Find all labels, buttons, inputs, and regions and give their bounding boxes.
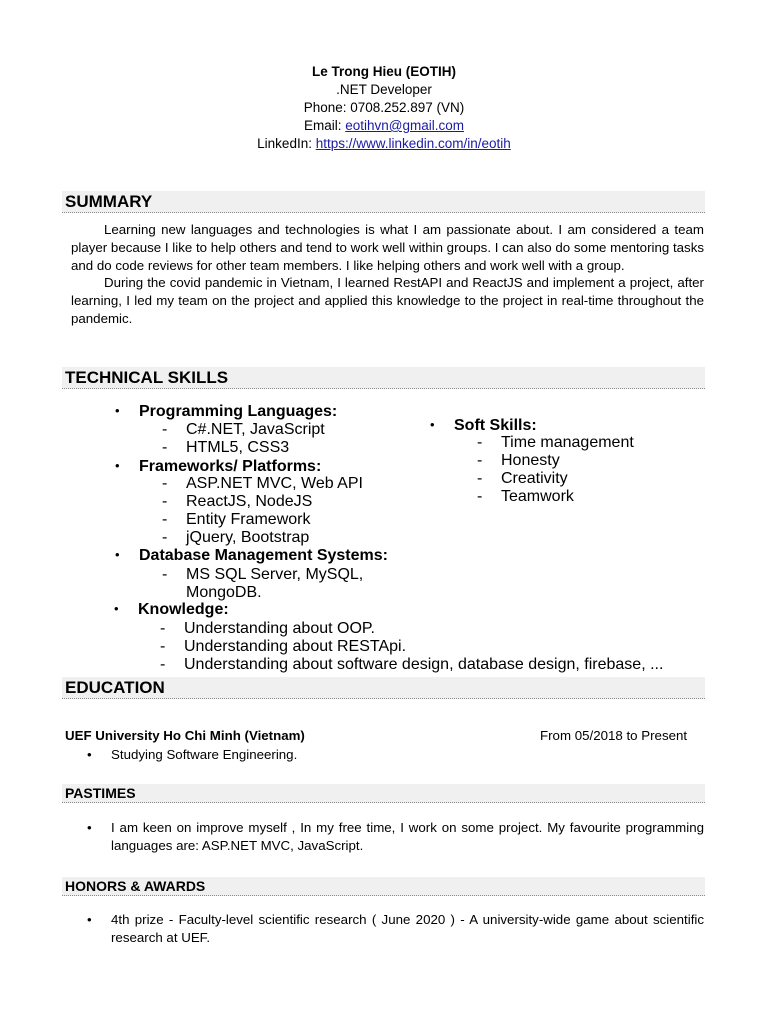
- skill-item: [162, 511, 311, 529]
- skill-item: [160, 656, 664, 674]
- education-school: UEF University Ho Chi Minh (Vietnam): [65, 728, 305, 743]
- skill-item-label: Time management: [501, 434, 634, 451]
- email-link[interactable]: eotihvn@gmail.com: [345, 118, 465, 133]
- dash-icon: -: [162, 566, 168, 583]
- skill-item-label: Understanding about OOP.: [184, 620, 375, 637]
- bullet-icon: •: [115, 403, 120, 418]
- skill-item: [162, 529, 310, 547]
- skill-group-label: Knowledge:: [138, 601, 229, 618]
- summary-paragraph-1: Learning new languages and technologies is what I am passionate about. I am considered a team player because I like to help others and tend to work well within groups. I can also do some mentoring tasks and do code reviews for other team members. I like helping others and work well with a group.: [71, 222, 704, 273]
- dash-icon: -: [160, 620, 166, 637]
- skill-item: [162, 475, 363, 493]
- skill-group-label: Programming Languages:: [139, 403, 338, 420]
- email-line: [0, 117, 768, 135]
- skill-item-label: Understanding about RESTApi.: [184, 638, 407, 655]
- skill-item-label: HTML5, CSS3: [186, 439, 290, 456]
- bullet-icon: •: [87, 747, 92, 762]
- dash-icon: -: [162, 439, 168, 456]
- skill-item-label: C#.NET, JavaScript: [186, 421, 325, 438]
- bullet-icon: •: [87, 820, 92, 835]
- skill-group-label: Soft Skills:: [454, 417, 537, 434]
- skill-item-label: Understanding about software design, database design, firebase, ...: [184, 656, 664, 673]
- education-detail: [87, 746, 704, 764]
- dash-icon: -: [477, 452, 483, 469]
- linkedin-line: [0, 135, 768, 153]
- honors-item: [87, 911, 704, 947]
- skill-group-soft: [430, 417, 537, 435]
- skill-item: [162, 493, 313, 511]
- skill-group-knowledge: [114, 601, 229, 619]
- skill-group-frameworks: [115, 458, 322, 476]
- linkedin-link[interactable]: https://www.linkedin.com/in/eotih: [315, 136, 511, 151]
- skill-item: [162, 421, 325, 439]
- email-label: Email:: [303, 118, 346, 133]
- dash-icon: -: [162, 511, 168, 528]
- skill-item: [477, 488, 574, 506]
- pastimes-item: [87, 819, 704, 855]
- summary-paragraph-2: During the covid pandemic in Vietnam, I learned RestAPI and ReactJS and implement a project, after learning, I led my team on the project and applied this knowledge to the project in real-time throughout the pandemic.: [71, 275, 704, 326]
- skill-item: [160, 638, 407, 656]
- skill-item: [477, 452, 560, 470]
- bullet-icon: •: [430, 417, 435, 432]
- summary-heading: SUMMARY: [62, 191, 705, 213]
- skill-item-label: MS SQL Server, MySQL,: [186, 566, 364, 583]
- skill-item-label: Honesty: [501, 452, 560, 469]
- dash-icon: -: [162, 475, 168, 492]
- bullet-icon: •: [114, 601, 119, 616]
- pastimes-heading: PASTIMES: [62, 784, 705, 803]
- skill-item: [477, 434, 634, 452]
- linkedin-label: LinkedIn:: [257, 136, 316, 151]
- skill-item-label: Teamwork: [501, 488, 574, 505]
- education-detail-text: Studying Software Engineering.: [111, 747, 298, 762]
- phone-line: Phone: 0708.252.897 (VN): [303, 100, 465, 115]
- education-dates: From 05/2018 to Present: [540, 728, 688, 743]
- candidate-name: Le Trong Hieu (EOTIH): [312, 64, 456, 79]
- technical-skills-heading: TECHNICAL SKILLS: [62, 367, 705, 389]
- skill-item-label: ReactJS, NodeJS: [186, 493, 313, 510]
- bullet-icon: •: [87, 912, 92, 927]
- dash-icon: -: [162, 493, 168, 510]
- skill-group-database: [115, 547, 388, 565]
- dash-icon: -: [162, 421, 168, 438]
- dash-icon: -: [477, 488, 483, 505]
- pastimes-text: I am keen on improve myself , In my free time, I work on some project. My favourite programming languages are: ASP.NET MVC, JavaScript.: [111, 820, 704, 853]
- skill-group-label: Database Management Systems:: [139, 547, 388, 564]
- skill-item-label: Entity Framework: [186, 511, 311, 528]
- candidate-role: .NET Developer: [336, 82, 432, 97]
- skill-item-continuation: MongoDB.: [186, 584, 262, 601]
- skill-item-label: Creativity: [501, 470, 568, 487]
- skill-item: [477, 470, 568, 488]
- skill-item-label: jQuery, Bootstrap: [186, 529, 310, 546]
- summary-text: [71, 221, 704, 328]
- skill-item: [162, 566, 364, 584]
- honors-heading: HONORS & AWARDS: [62, 877, 705, 896]
- dash-icon: -: [477, 470, 483, 487]
- dash-icon: -: [477, 434, 483, 451]
- skill-item: [160, 620, 375, 638]
- dash-icon: -: [160, 656, 166, 673]
- dash-icon: -: [162, 529, 168, 546]
- bullet-icon: •: [115, 458, 120, 473]
- skill-item: [162, 439, 290, 457]
- skill-group-label: Frameworks/ Platforms:: [139, 458, 322, 475]
- honors-text: 4th prize - Faculty-level scientific research ( June 2020 ) - A university-wide game about scientific research at UEF.: [111, 912, 704, 945]
- education-heading: EDUCATION: [62, 677, 705, 699]
- resume-header: [0, 63, 768, 153]
- dash-icon: -: [160, 638, 166, 655]
- skill-group-programming: [115, 403, 338, 421]
- bullet-icon: •: [115, 547, 120, 562]
- skill-item-label: ASP.NET MVC, Web API: [186, 475, 363, 492]
